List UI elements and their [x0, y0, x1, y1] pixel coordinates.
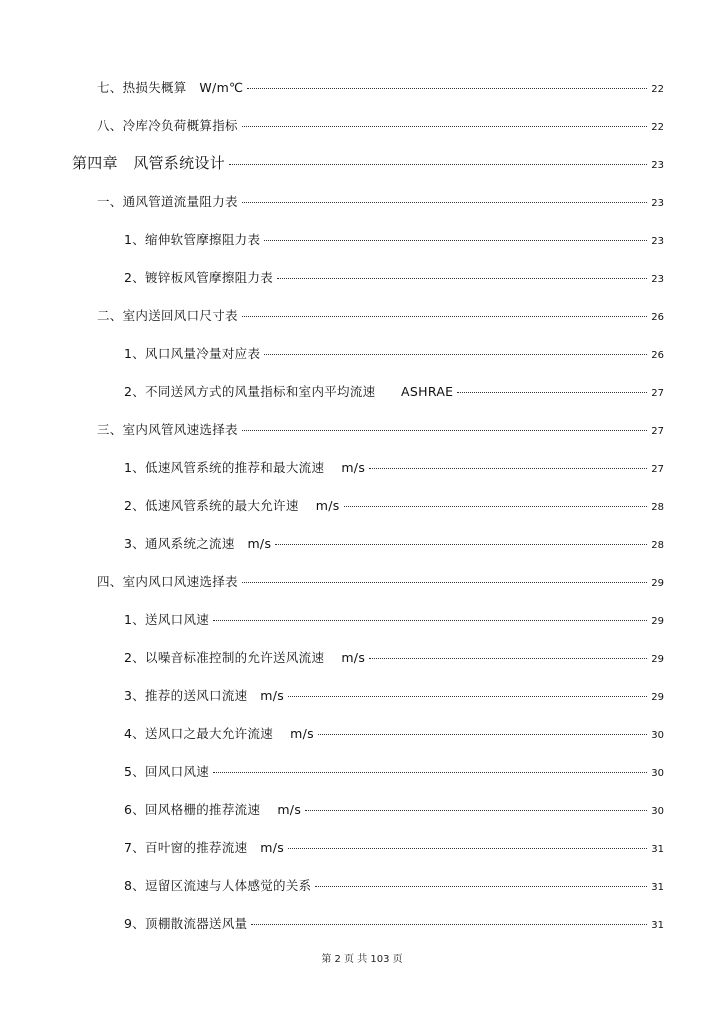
toc-entry-title: 2、不同送风方式的风量指标和室内平均流速 ASHRAE — [124, 384, 454, 399]
toc-entry-page-number: 28 — [651, 502, 664, 513]
toc-entry-page-number: 27 — [651, 388, 664, 399]
dot-leader — [251, 924, 647, 925]
dot-leader — [288, 848, 647, 849]
toc-entry-page-number: 29 — [651, 654, 664, 665]
toc-subsection-entry[interactable] — [124, 688, 664, 704]
toc-entry-title: 5、回风口风速 — [124, 764, 210, 779]
toc-subsection-entry[interactable] — [124, 384, 664, 400]
toc-entry-title: 1、风口风量冷量对应表 — [124, 346, 261, 361]
toc-subsection-entry[interactable] — [124, 498, 664, 514]
dot-leader — [242, 430, 647, 431]
toc-entry-title: 7、百叶窗的推荐流速 m/s — [124, 840, 285, 855]
toc-entry-title: 一、通风管道流量阻力表 — [97, 194, 238, 209]
toc-subsection-entry[interactable] — [124, 536, 664, 552]
dot-leader — [369, 468, 647, 469]
toc-subsection-entry[interactable] — [124, 764, 664, 780]
toc-section-entry[interactable] — [97, 422, 664, 438]
toc-entry-title: 4、送风口之最大允许流速 m/s — [124, 726, 314, 741]
toc-entry-page-number: 29 — [651, 692, 664, 703]
dot-leader — [264, 240, 647, 241]
toc-entry-page-number: 26 — [651, 312, 664, 323]
toc-entry-page-number: 23 — [651, 198, 664, 209]
dot-leader — [242, 582, 647, 583]
toc-entry-title: 2、镀锌板风管摩擦阻力表 — [124, 270, 274, 285]
toc-subsection-entry[interactable] — [124, 802, 664, 818]
toc-entry-page-number: 23 — [651, 236, 664, 247]
toc-section-entry[interactable] — [97, 118, 664, 134]
toc-entry-title: 8、逗留区流速与人体感觉的关系 — [124, 878, 312, 893]
toc-entry-page-number: 23 — [651, 274, 664, 285]
toc-subsection-entry[interactable] — [124, 650, 664, 666]
toc-entry-title: 3、通风系统之流速 m/s — [124, 536, 272, 551]
toc-section-entry[interactable] — [97, 308, 664, 324]
dot-leader — [213, 620, 647, 621]
toc-subsection-entry[interactable] — [124, 270, 664, 286]
toc-entry-page-number: 29 — [651, 616, 664, 627]
dot-leader — [318, 734, 647, 735]
toc-subsection-entry[interactable] — [124, 878, 664, 894]
toc-entry-page-number: 28 — [651, 540, 664, 551]
toc-entry-page-number: 27 — [651, 426, 664, 437]
toc-entry-title: 3、推荐的送风口流速 m/s — [124, 688, 285, 703]
toc-entry-page-number: 23 — [651, 160, 664, 171]
toc-entry-title: 第四章 风管系统设计 — [72, 154, 226, 172]
dot-leader — [264, 354, 647, 355]
toc-entry-title: 9、顶棚散流器送风量 — [124, 916, 248, 931]
toc-subsection-entry[interactable] — [124, 612, 664, 628]
toc-entry-title: 2、低速风管系统的最大允许速 m/s — [124, 498, 340, 513]
toc-entry-title: 四、室内风口风速选择表 — [97, 574, 238, 589]
toc-subsection-entry[interactable] — [124, 232, 664, 248]
dot-leader — [288, 696, 647, 697]
dot-leader — [242, 126, 647, 127]
toc-entry-page-number: 30 — [651, 730, 664, 741]
toc-subsection-entry[interactable] — [124, 346, 664, 362]
toc-entry-title: 1、缩伸软管摩擦阻力表 — [124, 232, 261, 247]
toc-entry-page-number: 31 — [651, 882, 664, 893]
toc-section-entry[interactable] — [97, 194, 664, 210]
toc-entry-title: 八、冷库冷负荷概算指标 — [97, 118, 238, 133]
toc-entry-page-number: 22 — [651, 84, 664, 95]
toc-entry-page-number: 29 — [651, 578, 664, 589]
toc-subsection-entry[interactable] — [124, 726, 664, 742]
toc-entry-page-number: 27 — [651, 464, 664, 475]
dot-leader — [242, 202, 647, 203]
dot-leader — [213, 772, 647, 773]
toc-entry-page-number: 31 — [651, 844, 664, 855]
toc-entry-title: 6、回风格栅的推荐流速 m/s — [124, 802, 302, 817]
toc-entry-title: 二、室内送回风口尺寸表 — [97, 308, 238, 323]
toc-entry-page-number: 22 — [651, 122, 664, 133]
toc-subsection-entry[interactable] — [124, 916, 664, 932]
dot-leader — [229, 164, 647, 165]
dot-leader — [315, 886, 647, 887]
toc-entry-page-number: 30 — [651, 768, 664, 779]
toc-entry-title: 七、热损失概算 W/m℃ — [97, 80, 244, 95]
dot-leader — [305, 810, 647, 811]
toc-entry-title: 2、以噪音标准控制的允许送风流速 m/s — [124, 650, 366, 665]
dot-leader — [344, 506, 648, 507]
dot-leader — [247, 88, 647, 89]
toc-section-entry[interactable] — [97, 574, 664, 590]
dot-leader — [457, 392, 647, 393]
dot-leader — [275, 544, 647, 545]
page-footer: 第 2 页 共 103 页 — [321, 954, 403, 965]
toc-entry-title: 1、送风口风速 — [124, 612, 210, 627]
toc-entry-title: 1、低速风管系统的推荐和最大流速 m/s — [124, 460, 366, 475]
dot-leader — [277, 278, 647, 279]
toc-entry-page-number: 30 — [651, 806, 664, 817]
toc-subsection-entry[interactable] — [124, 460, 664, 476]
toc-section-entry[interactable] — [97, 80, 664, 96]
dot-leader — [242, 316, 647, 317]
toc-chapter-entry[interactable] — [72, 154, 664, 172]
dot-leader — [369, 658, 647, 659]
toc-subsection-entry[interactable] — [124, 840, 664, 856]
toc-entry-title: 三、室内风管风速选择表 — [97, 422, 238, 437]
toc-entry-page-number: 31 — [651, 920, 664, 931]
toc-entry-page-number: 26 — [651, 350, 664, 361]
